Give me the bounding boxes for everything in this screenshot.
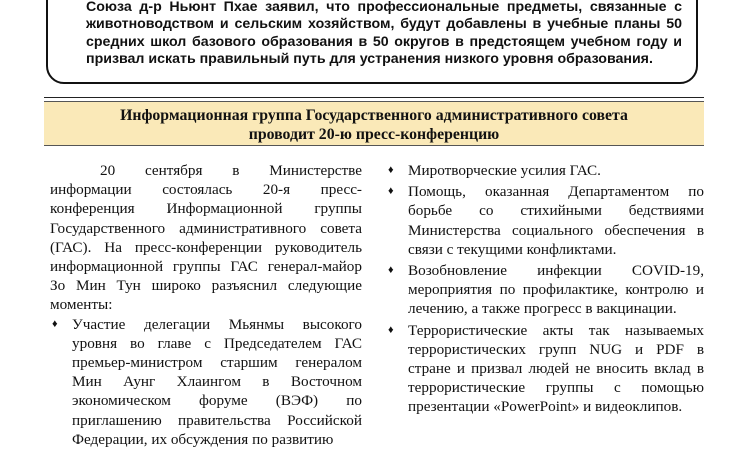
list-item-text: Террористические акты так называемых террористических групп NUG и PDF в стране и призвал людей не вносить вклад в террористические группы с помощью презентации «PowerPoint» и видеоклипов. bbox=[408, 321, 704, 416]
list-item-text: Помощь, оказанная Департаментом по борьбе со стихийными бедствиями Министерства социального обеспечения в связи с текущими конфликтами. bbox=[408, 183, 704, 258]
list-item-text: Участие делегации Мьянмы высокого уровня во главе с Председателем ГАС премьер-министром старшим генералом Мин Аунг Хлаингом в Восточном экономическом форуме (ВЭФ) по приглашению правительства Российской Федерации, их обсуждения по развитию bbox=[72, 315, 362, 448]
list-item bbox=[386, 321, 704, 417]
bullet-diamond-icon: ♦ bbox=[388, 185, 394, 198]
left-column bbox=[50, 161, 362, 450]
list-item bbox=[50, 315, 362, 449]
bullet-diamond-icon: ♦ bbox=[388, 164, 394, 176]
divider-line bbox=[44, 97, 704, 98]
summary-text: Союза д-р Ньюнт Пхае заявил, что профессиональные предметы, связанные с животноводством и сельским хозяйством, будут добавлены в учебные планы 50 средних школ базового образования в 50 округов в предстоящем учебном году и призвал искать правильный путь для устранения низкого уровня образования. bbox=[86, 0, 682, 68]
right-bullet-list bbox=[386, 161, 704, 417]
bullet-diamond-icon: ♦ bbox=[52, 317, 58, 330]
intro-paragraph: 20 сентября в Министерстве информации состоялась 20-я пресс-конференция Информационной группы Государственного административного совета (ГАС). На пресс-конференции руководитель информационной группы ГАС генерал-майор Зо Мин Тун широко разъяснил следующие моменты: bbox=[50, 162, 362, 314]
article-heading-banner bbox=[44, 101, 704, 146]
summary-box bbox=[46, 0, 698, 84]
list-item bbox=[386, 182, 704, 259]
bullet-diamond-icon: ♦ bbox=[388, 323, 394, 336]
right-column bbox=[386, 161, 704, 419]
list-item-text: Возобновление инфекции COVID-19, мероприятия по профилактике, контролю и лечению, а также прогресс в вакцинации. bbox=[408, 262, 704, 318]
list-item bbox=[386, 161, 704, 180]
left-bullet-list bbox=[50, 315, 362, 449]
bullet-diamond-icon: ♦ bbox=[388, 264, 394, 277]
list-item-text: Миротворческие усилия ГАС. bbox=[408, 162, 601, 179]
article-heading-line-2: проводит 20-ю пресс-конференцию bbox=[248, 126, 500, 143]
article-heading-line-1: Информационная группа Государственного административного совета bbox=[120, 107, 628, 124]
list-item bbox=[386, 261, 704, 319]
